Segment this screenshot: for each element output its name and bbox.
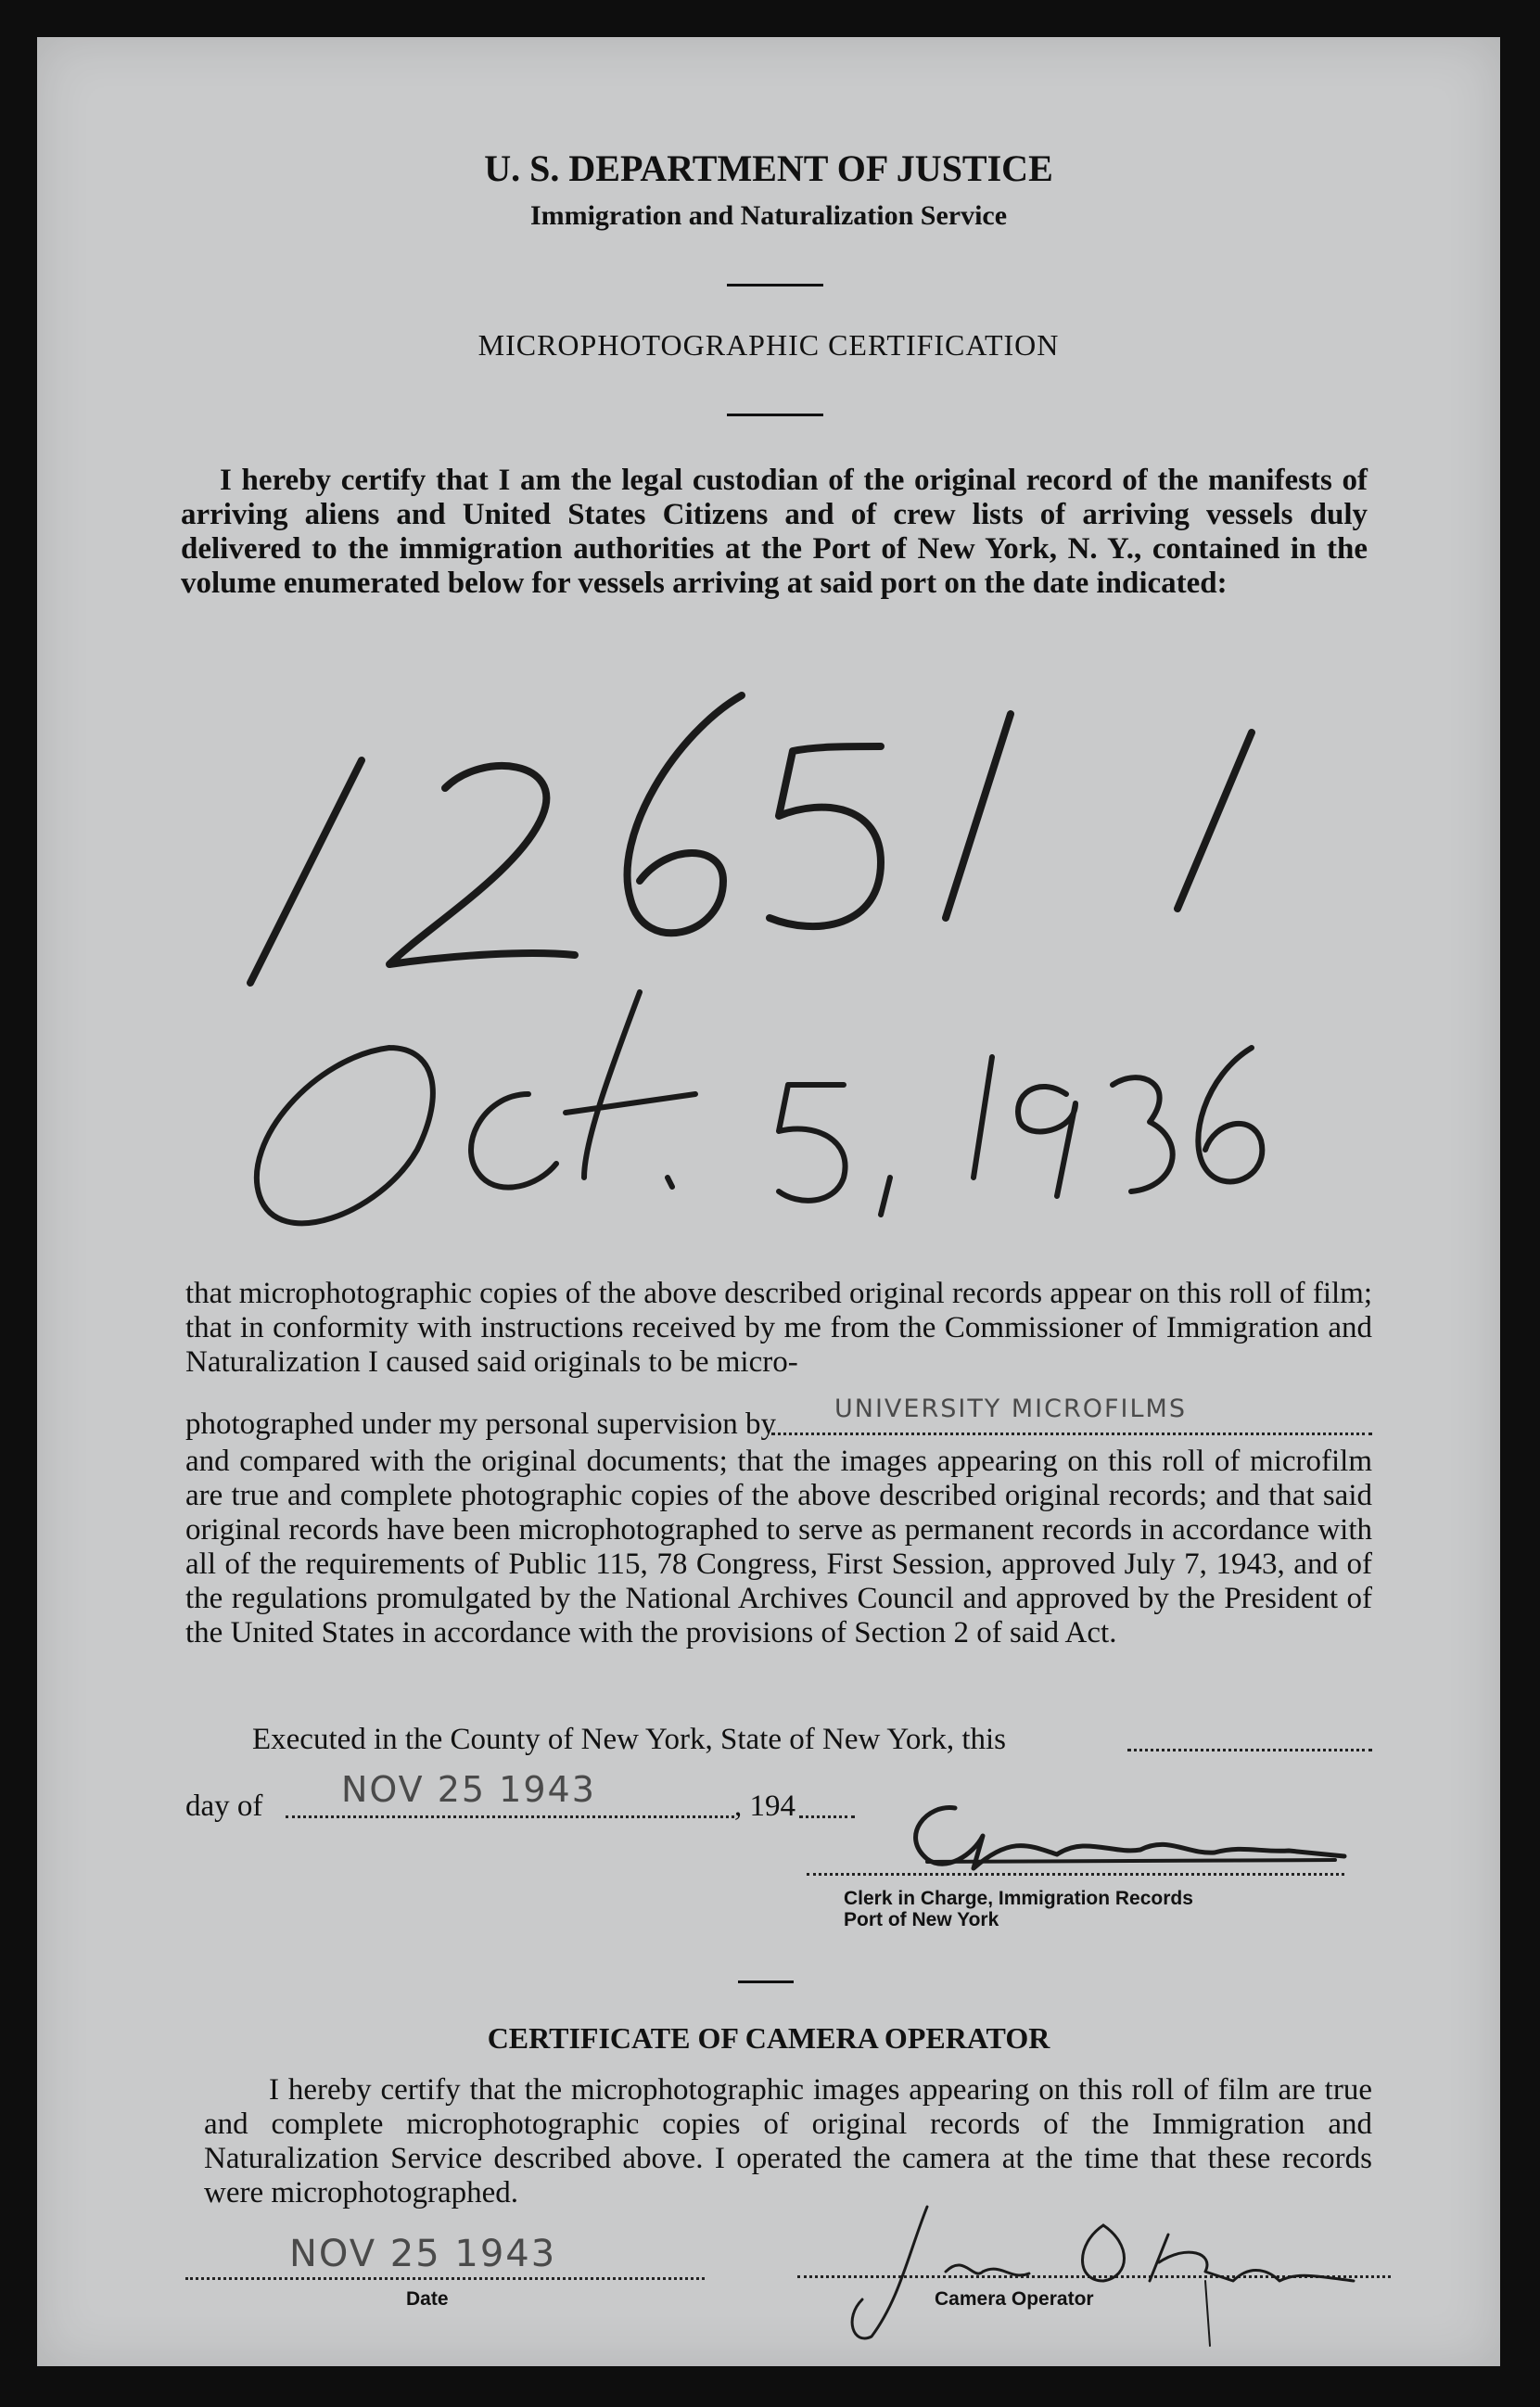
clerk-title-line1: Clerk in Charge, Immigration Records [844,1888,1193,1909]
handwritten-arrival-date [257,992,1262,1223]
certification-body-part1: that microphotographic copies of the above described original records appear on this roll of film; that in conformity with instructions received by me from the Commissioner of Immigration and Naturalization I caused said originals to be micro- [185,1277,1372,1379]
camera-operator-body: I hereby certify that the microphotographic images appearing on this roll of film are true and complete microphotographic copies of original records of the Immigration and Naturalization Service described above. I operated the camera at the time that these records were microphotographed. [204,2073,1372,2210]
camera-date-stamp: NOV 25 1943 [289,2233,557,2275]
certification-title: MICROPHOTOGRAPHIC CERTIFICATION [477,328,1060,362]
year-label: , 194 [734,1789,795,1823]
date-dotted-line [185,2277,705,2280]
handwritten-entries [176,658,1344,1252]
microfilmer-dotted-line [771,1433,1372,1435]
handwritten-volume-number [250,695,1252,983]
day-of-dotted-line [286,1815,734,1818]
camera-operator-label: Camera Operator [935,2288,1094,2310]
department-heading: U. S. DEPARTMENT OF JUSTICE [484,147,1053,189]
certification-body-part2: and compared with the original documents; that the images appearing on this roll of microfilm are true and complete photographic copies of the above described original records; and that said original records have been microphotographed to serve as permanent records in accordance with all of the requirements of Public 115, 78 Congress, First Session, approved July 7, 1943, and of the regulations promulgated by the National Archives Council and approved by the President of the United States in accordance with the provisions of Section 2 of said Act. [185,1445,1372,1649]
section-divider [738,1980,794,1983]
date-label: Date [406,2288,449,2310]
header-divider-2 [727,414,823,416]
header-divider-1 [727,284,823,287]
service-subheading: Immigration and Naturalization Service [529,200,1008,231]
certification-intro: I hereby certify that I am the legal custodian of the original record of the manifests of arriving aliens and United States Citizens and of crew lists of arriving vessels duly delivered to the immigration authorities at the Port of New York, N. Y., contained in the volume enumerated below for vessels arriving at said port on the date indicated: [181,464,1368,600]
operator-signature [797,2188,1372,2355]
clerk-title-line2: Port of New York [844,1909,999,1930]
microfilmer-stamp: UNIVERSITY MICROFILMS [834,1395,1187,1423]
day-of-date-stamp: NOV 25 1943 [341,1769,596,1810]
camera-operator-title: CERTIFICATE OF CAMERA OPERATOR [487,2021,1050,2055]
supervision-line: photographed under my personal supervision by [185,1407,776,1441]
clerk-signature [872,1780,1354,1882]
executed-line: Executed in the County of New York, State of New York, this [252,1723,1007,1756]
day-of-label: day of [185,1789,263,1823]
executed-dotted-line [1127,1749,1372,1751]
year-dotted-line [799,1815,855,1818]
certificate-sheet [37,37,1500,2366]
